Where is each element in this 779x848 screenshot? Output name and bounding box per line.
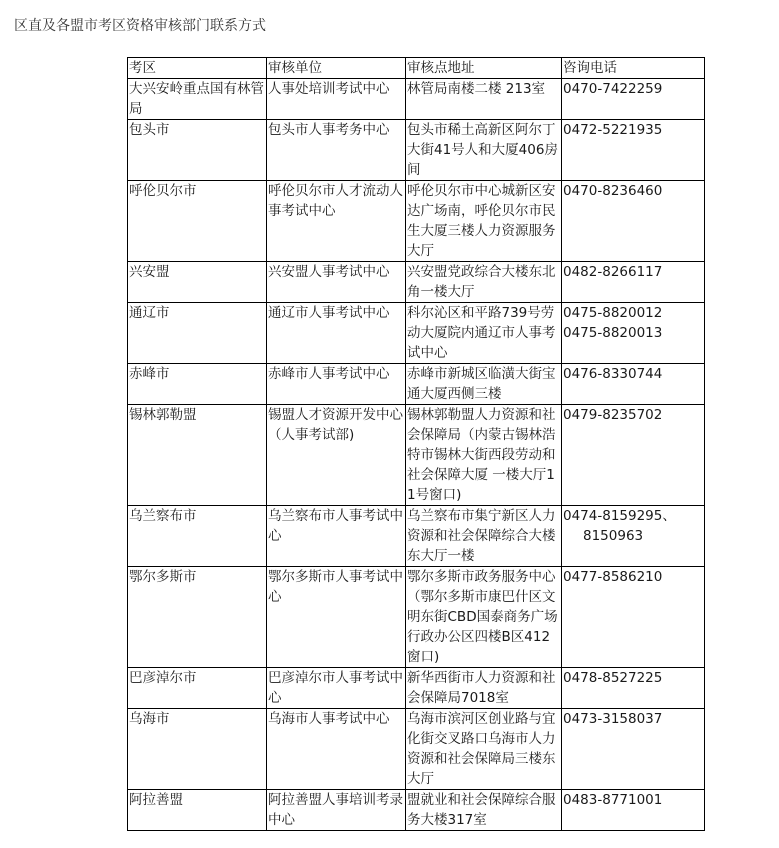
address-cell: 包头市稀土高新区阿尔丁大街41号人和大厦406房间 [406,120,562,181]
phone-cell: 0470-8236460 [562,181,705,262]
region-cell: 乌海市 [128,709,267,790]
table-row [128,668,705,709]
unit-cell: 通辽市人事考试中心 [267,303,406,364]
table-row [128,120,705,181]
region-cell: 鄂尔多斯市 [128,567,267,668]
column-header-address: 审核点地址 [406,58,562,79]
phone-cell: 0472-5221935 [562,120,705,181]
address-cell: 新华西街市人力资源和社会保障局7018室 [406,668,562,709]
contact-table [127,57,705,831]
phone-line-2: 0475-8820013 [563,325,663,341]
region-cell: 巴彦淖尔市 [128,668,267,709]
region-cell: 呼伦贝尔市 [128,181,267,262]
phone-cell [562,303,705,364]
table-row [128,303,705,364]
address-cell: 呼伦贝尔市中心城新区安达广场南，呼伦贝尔市民生大厦三楼人力资源服务大厅 [406,181,562,262]
phone-cell: 0476-8330744 [562,364,705,405]
region-cell: 通辽市 [128,303,267,364]
region-cell: 兴安盟 [128,262,267,303]
address-cell: 科尔沁区和平路739号劳动大厦院内通辽市人事考试中心 [406,303,562,364]
unit-cell: 鄂尔多斯市人事考试中心 [267,567,406,668]
address-cell: 赤峰市新城区临潢大街宝通大厦西侧三楼 [406,364,562,405]
region-cell: 赤峰市 [128,364,267,405]
table-row [128,506,705,567]
table-row [128,79,705,120]
unit-cell: 人事处培训考试中心 [267,79,406,120]
region-cell: 包头市 [128,120,267,181]
unit-cell: 锡盟人才资源开发中心（人事考试部) [267,405,406,506]
table-header-row [128,58,705,79]
phone-line-1: 0475-8820012 [563,305,663,321]
address-cell: 兴安盟党政综合大楼东北角一楼大厅 [406,262,562,303]
column-header-unit: 审核单位 [267,58,406,79]
address-cell: 盟就业和社会保障综合服务大楼317室 [406,790,562,831]
unit-cell: 乌兰察布市人事考试中心 [267,506,406,567]
phone-cell: 0470-7422259 [562,79,705,120]
phone-cell: 0478-8527225 [562,668,705,709]
unit-cell: 巴彦淖尔市人事考试中心 [267,668,406,709]
phone-cell [562,506,705,567]
region-cell: 锡林郭勒盟 [128,405,267,506]
address-cell: 锡林郭勒盟人力资源和社会保障局（内蒙古锡林浩特市锡林大街西段劳动和社会保障大厦 一楼大厅11号窗口) [406,405,562,506]
unit-cell: 呼伦贝尔市人才流动人事考试中心 [267,181,406,262]
address-cell: 鄂尔多斯市政务服务中心（鄂尔多斯市康巴什区文明东街CBD国泰商务广场行政办公区四楼B区412窗口) [406,567,562,668]
region-cell: 阿拉善盟 [128,790,267,831]
phone-cell: 0479-8235702 [562,405,705,506]
unit-cell: 赤峰市人事考试中心 [267,364,406,405]
table-row [128,709,705,790]
unit-cell: 阿拉善盟人事培训考录中心 [267,790,406,831]
phone-cell: 0477-8586210 [562,567,705,668]
address-cell: 林管局南楼二楼 213室 [406,79,562,120]
phone-cell: 0483-8771001 [562,790,705,831]
table-row [128,181,705,262]
phone-line-2: 8150963 [583,528,644,544]
table-row [128,364,705,405]
region-cell: 大兴安岭重点国有林管局 [128,79,267,120]
table-row [128,262,705,303]
phone-line-1: 0474-8159295、 [563,508,676,524]
phone-cell: 0473-3158037 [562,709,705,790]
table-row [128,405,705,506]
unit-cell: 包头市人事考务中心 [267,120,406,181]
address-cell: 乌兰察布市集宁新区人力资源和社会保障综合大楼东大厅一楼 [406,506,562,567]
phone-cell: 0482-8266117 [562,262,705,303]
unit-cell: 兴安盟人事考试中心 [267,262,406,303]
unit-cell: 乌海市人事考试中心 [267,709,406,790]
table-row [128,790,705,831]
column-header-region: 考区 [128,58,267,79]
region-cell: 乌兰察布市 [128,506,267,567]
page-title: 区直及各盟市考区资格审核部门联系方式 [14,18,266,34]
table-row [128,567,705,668]
column-header-phone: 咨询电话 [562,58,705,79]
address-cell: 乌海市滨河区创业路与宜化街交叉路口乌海市人力资源和社会保障局三楼东大厅 [406,709,562,790]
